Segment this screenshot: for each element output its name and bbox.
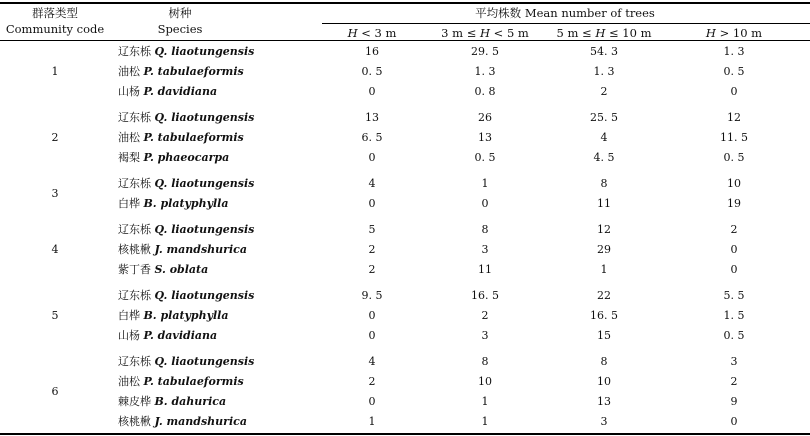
mean-value-cell: 0 xyxy=(368,151,376,164)
mean-value-cell: 4. 5 xyxy=(593,151,615,164)
mean-value-cell: 0. 5 xyxy=(723,329,745,342)
species-cn: 油松 xyxy=(118,65,144,78)
community-code: 2 xyxy=(51,131,59,144)
mean-value-cell: 1 xyxy=(481,415,489,428)
species-sci: J. mandshurica xyxy=(154,415,247,428)
mean-value-cell: 1 xyxy=(481,395,489,408)
species-sci: P. davidiana xyxy=(143,85,218,98)
mean-value-cell: 0. 5 xyxy=(361,65,383,78)
species-cell xyxy=(118,85,217,99)
header-height-class: H > 10 m xyxy=(705,26,763,40)
mean-value-cell: 15 xyxy=(597,329,611,342)
table-top-rule xyxy=(0,2,810,4)
mean-value-cell: 8 xyxy=(600,355,608,368)
mean-value-cell: 2 xyxy=(481,309,489,322)
mean-value-cell: 10 xyxy=(597,375,611,388)
mean-value-cell: 1. 3 xyxy=(474,65,496,78)
header-height-class: H < 3 m xyxy=(347,26,397,40)
species-sci: Q. liaotungensis xyxy=(154,111,255,124)
mean-header-rule xyxy=(322,23,810,24)
species-cell xyxy=(118,289,254,303)
mean-value-cell: 8 xyxy=(481,355,489,368)
species-cell xyxy=(118,65,244,79)
mean-value-cell: 10 xyxy=(727,177,741,190)
species-cn: 油松 xyxy=(118,131,144,144)
species-cell xyxy=(118,197,229,211)
community-code: 6 xyxy=(51,385,59,398)
mean-value-cell: 8 xyxy=(481,223,489,236)
mean-value-cell: 0. 5 xyxy=(723,65,745,78)
mean-value-cell: 13 xyxy=(365,111,379,124)
mean-value-cell: 29 xyxy=(597,243,611,256)
mean-value-cell: 16. 5 xyxy=(590,309,618,322)
species-sci: S. oblata xyxy=(154,263,209,276)
mean-value-cell: 12 xyxy=(597,223,611,236)
mean-value-cell: 1. 3 xyxy=(723,45,745,58)
mean-value-cell: 11 xyxy=(597,197,611,210)
mean-value-cell: 0. 5 xyxy=(474,151,496,164)
mean-value-cell: 16. 5 xyxy=(471,289,499,302)
species-sci: P. davidiana xyxy=(143,329,218,342)
mean-value-cell: 0. 8 xyxy=(474,85,496,98)
species-cell xyxy=(118,263,208,277)
header-bottom-rule xyxy=(0,40,810,41)
species-cn: 白桦 xyxy=(118,309,144,322)
mean-value-cell: 3 xyxy=(600,415,608,428)
mean-value-cell: 3 xyxy=(481,243,489,256)
mean-value-cell: 1 xyxy=(368,415,376,428)
species-sci: P. tabulaeformis xyxy=(143,131,244,144)
mean-value-cell: 0 xyxy=(730,263,738,276)
species-cell xyxy=(118,415,247,429)
mean-value-cell: 26 xyxy=(478,111,492,124)
mean-value-cell: 2 xyxy=(368,263,376,276)
mean-value-cell: 12 xyxy=(727,111,741,124)
mean-value-cell: 1. 3 xyxy=(593,65,615,78)
mean-value-cell: 0 xyxy=(481,197,489,210)
mean-value-cell: 2 xyxy=(730,375,738,388)
mean-value-cell: 8 xyxy=(600,177,608,190)
header-species-cn: 树种 xyxy=(168,6,192,20)
mean-value-cell: 0. 5 xyxy=(723,151,745,164)
species-cell xyxy=(118,329,217,343)
mean-value-cell: 6. 5 xyxy=(361,131,383,144)
mean-value-cell: 19 xyxy=(727,197,741,210)
species-cn: 辽东栎 xyxy=(118,355,155,368)
species-sci: B. dahurica xyxy=(154,395,227,408)
community-code: 4 xyxy=(51,243,59,256)
species-sci: P. tabulaeformis xyxy=(143,65,244,78)
mean-value-cell: 54. 3 xyxy=(590,45,618,58)
mean-value-cell: 0 xyxy=(368,197,376,210)
species-cn: 褐梨 xyxy=(118,151,144,164)
mean-value-cell: 2 xyxy=(600,85,608,98)
header-mean-title: 平均株数 Mean number of trees xyxy=(475,6,655,20)
header-community-en: Community code xyxy=(5,22,105,36)
mean-value-cell: 1 xyxy=(481,177,489,190)
community-code: 5 xyxy=(51,309,59,322)
species-sci: J. mandshurica xyxy=(154,243,247,256)
mean-value-cell: 4 xyxy=(368,355,376,368)
species-cell xyxy=(118,395,226,409)
mean-value-cell: 1. 5 xyxy=(723,309,745,322)
species-cell xyxy=(118,309,229,323)
species-sci: B. platyphylla xyxy=(143,309,229,322)
mean-value-cell: 29. 5 xyxy=(471,45,499,58)
species-cn: 辽东栎 xyxy=(118,223,155,236)
mean-value-cell: 0 xyxy=(368,85,376,98)
species-cell xyxy=(118,375,244,389)
mean-value-cell: 0 xyxy=(368,309,376,322)
mean-value-cell: 22 xyxy=(597,289,611,302)
header-height-class: 3 m ≤ H < 5 m xyxy=(441,26,529,40)
mean-value-cell: 1 xyxy=(600,263,608,276)
mean-value-cell: 25. 5 xyxy=(590,111,618,124)
mean-value-cell: 0 xyxy=(368,395,376,408)
species-cn: 核桃楸 xyxy=(118,243,155,256)
species-cn: 辽东栎 xyxy=(118,111,155,124)
species-sci: Q. liaotungensis xyxy=(154,45,255,58)
mean-value-cell: 2 xyxy=(368,243,376,256)
community-code: 3 xyxy=(51,187,59,200)
header-community-cn: 群落类型 xyxy=(32,6,78,20)
header-species-en: Species xyxy=(157,22,203,36)
mean-value-cell: 0 xyxy=(730,85,738,98)
mean-value-cell: 2 xyxy=(730,223,738,236)
species-sci: P. tabulaeformis xyxy=(143,375,244,388)
species-cn: 辽东栎 xyxy=(118,45,155,58)
species-cn: 山杨 xyxy=(118,329,144,342)
mean-value-cell: 13 xyxy=(478,131,492,144)
mean-value-cell: 0 xyxy=(368,329,376,342)
species-cell xyxy=(118,151,229,165)
mean-value-cell: 2 xyxy=(368,375,376,388)
mean-value-cell: 4 xyxy=(600,131,608,144)
mean-value-cell: 11 xyxy=(478,263,492,276)
species-sci: P. phaeocarpa xyxy=(143,151,230,164)
mean-value-cell: 9 xyxy=(730,395,738,408)
mean-value-cell: 10 xyxy=(478,375,492,388)
species-sci: Q. liaotungensis xyxy=(154,289,255,302)
header-height-class: 5 m ≤ H ≤ 10 m xyxy=(556,26,652,40)
species-sci: B. platyphylla xyxy=(143,197,229,210)
mean-value-cell: 0 xyxy=(730,415,738,428)
species-cell xyxy=(118,45,254,59)
table-bottom-rule xyxy=(0,433,810,435)
species-cn: 山杨 xyxy=(118,85,144,98)
species-cn: 棘皮桦 xyxy=(118,395,155,408)
species-cell xyxy=(118,131,244,145)
species-cn: 核桃楸 xyxy=(118,415,155,428)
mean-value-cell: 3 xyxy=(481,329,489,342)
mean-value-cell: 16 xyxy=(365,45,379,58)
species-cell xyxy=(118,355,254,369)
community-code: 1 xyxy=(51,65,59,78)
mean-value-cell: 4 xyxy=(368,177,376,190)
species-sci: Q. liaotungensis xyxy=(154,223,255,236)
species-cell xyxy=(118,223,254,237)
mean-value-cell: 13 xyxy=(597,395,611,408)
species-cell xyxy=(118,243,247,257)
species-cell xyxy=(118,177,254,191)
mean-value-cell: 0 xyxy=(730,243,738,256)
mean-value-cell: 5. 5 xyxy=(723,289,745,302)
species-sci: Q. liaotungensis xyxy=(154,177,255,190)
species-cn: 紫丁香 xyxy=(118,263,155,276)
mean-value-cell: 9. 5 xyxy=(361,289,383,302)
species-cn: 油松 xyxy=(118,375,144,388)
species-cn: 辽东栎 xyxy=(118,289,155,302)
species-sci: Q. liaotungensis xyxy=(154,355,255,368)
species-cell xyxy=(118,111,254,125)
species-cn: 辽东栎 xyxy=(118,177,155,190)
mean-value-cell: 5 xyxy=(368,223,376,236)
species-cn: 白桦 xyxy=(118,197,144,210)
mean-value-cell: 3 xyxy=(730,355,738,368)
mean-value-cell: 11. 5 xyxy=(720,131,748,144)
